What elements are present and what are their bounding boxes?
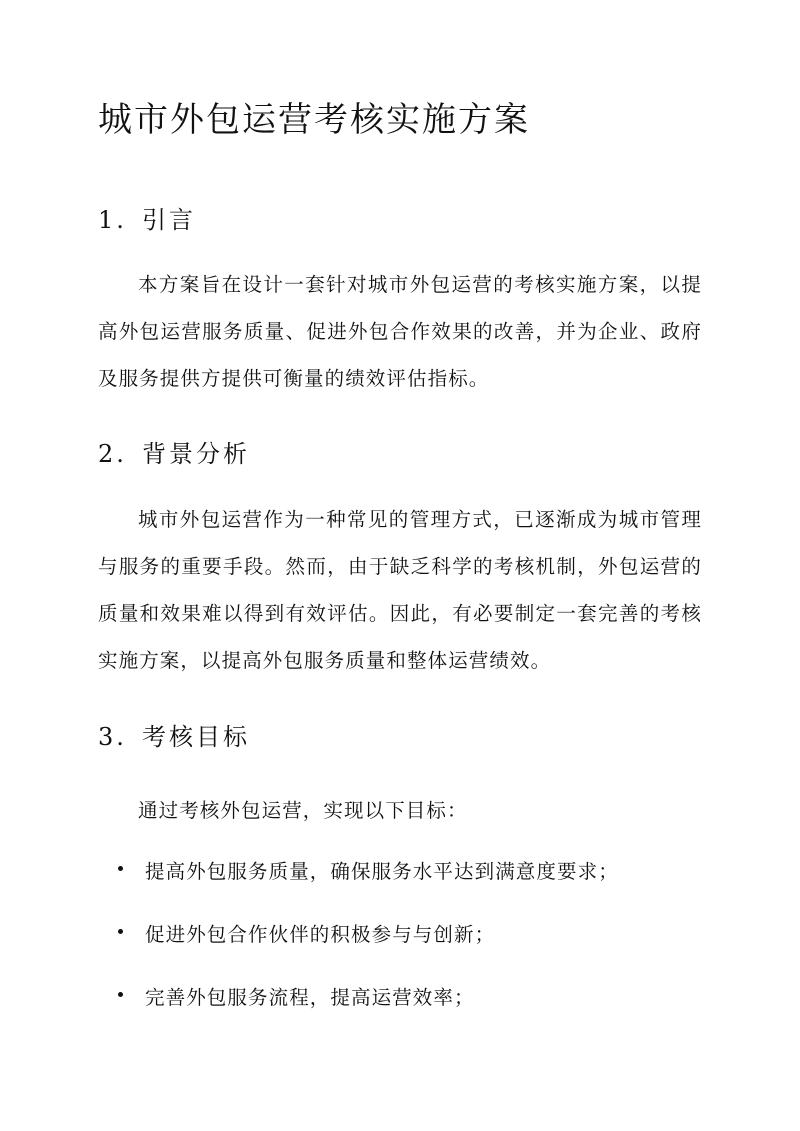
section-2-title: 背景分析	[142, 440, 250, 468]
section-2-paragraph: 城市外包运营作为一种常见的管理方式，已逐渐成为城市管理与服务的重要手段。然而，由于缺乏科学的考核机制，外包运营的质量和效果难以得到有效评估。因此，有必要制定一套完善的考核实施方案，以提高外包服务质量和整体运营绩效。	[98, 508, 702, 672]
section-3-intro: 通过考核外包运营，实现以下目标：	[138, 799, 468, 822]
bullet-icon	[118, 992, 123, 997]
list-item-text: 提高外包服务质量，确保服务水平达到满意度要求；	[145, 860, 619, 883]
list-item-text: 促进外包合作伙伴的积极参与与创新；	[145, 923, 496, 946]
bullet-icon	[118, 866, 123, 871]
section-2-number: 2.	[98, 440, 127, 468]
section-3-heading	[98, 717, 250, 752]
section-2-heading	[98, 434, 250, 469]
document-title: 城市外包运营考核实施方案	[98, 100, 530, 140]
section-3-number: 3.	[98, 723, 127, 751]
list-item-text: 完善外包服务流程，提高运营效率；	[145, 986, 475, 1009]
section-1-heading	[98, 200, 196, 235]
section-1-title: 引言	[142, 206, 196, 234]
section-1-paragraph: 本方案旨在设计一套针对城市外包运营的考核实施方案，以提高外包运营服务质量、促进外包合作效果的改善，并为企业、政府及服务提供方提供可衡量的绩效评估指标。	[98, 273, 702, 390]
section-1-number: 1.	[98, 206, 127, 234]
section-3-title: 考核目标	[142, 723, 250, 751]
bullet-icon	[118, 929, 123, 934]
